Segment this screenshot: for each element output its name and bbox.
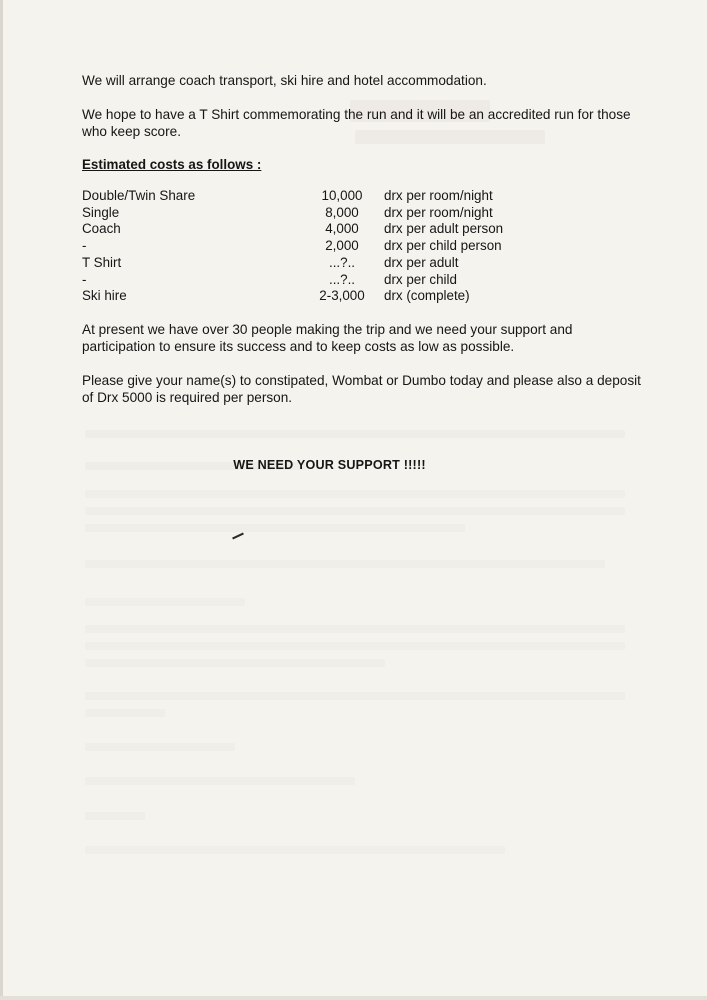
bleed-through-band bbox=[85, 642, 625, 650]
bleed-through-band bbox=[85, 743, 235, 751]
cost-row bbox=[82, 255, 503, 272]
bleed-through-band bbox=[85, 659, 385, 667]
support-call: WE NEED YOUR SUPPORT !!!!! bbox=[233, 458, 426, 472]
cost-item: Coach bbox=[82, 221, 121, 237]
bleed-through-band bbox=[85, 507, 625, 515]
cost-unit: drx (complete) bbox=[384, 288, 470, 304]
bleed-through-band bbox=[85, 490, 625, 498]
bleed-through-band bbox=[85, 560, 605, 568]
cost-amount: 4,000 bbox=[325, 221, 359, 237]
cost-row bbox=[82, 221, 503, 238]
cost-item: T Shirt bbox=[82, 254, 122, 270]
costs-table bbox=[82, 188, 503, 305]
participation-paragraph: At present we have over 30 people making the trip and we need your support and participation to ensure its success and to keep costs as low as possible. bbox=[82, 322, 573, 354]
cost-unit: drx per adult person bbox=[384, 221, 504, 237]
deposit-paragraph: Please give your name(s) to constipated, Wombat or Dumbo today and please also a deposit of Drx 5000 is required per person. bbox=[82, 373, 641, 405]
cost-amount: ...?.. bbox=[328, 271, 356, 287]
bleed-through-band bbox=[85, 812, 145, 820]
cost-amount: ...?.. bbox=[328, 254, 356, 270]
bleed-through-band bbox=[85, 524, 465, 532]
bleed-through-band bbox=[85, 777, 355, 785]
bleed-through-band bbox=[85, 846, 505, 854]
bleed-through-band bbox=[85, 430, 625, 438]
intro-paragraph: We will arrange coach transport, ski hire and hotel accommodation. bbox=[82, 73, 487, 88]
cost-amount: 10,000 bbox=[321, 188, 363, 203]
tshirt-paragraph: We hope to have a T Shirt commemorating the run and it will be an accredited run for those who keep score. bbox=[82, 107, 631, 139]
cost-row bbox=[82, 288, 503, 305]
cost-row bbox=[82, 188, 503, 205]
bleed-through-band bbox=[85, 692, 625, 700]
stray-pen-mark bbox=[232, 533, 244, 540]
page-edge-bottom bbox=[0, 996, 707, 1000]
cost-amount: 8,000 bbox=[325, 204, 359, 220]
cost-row bbox=[82, 272, 503, 289]
costs-heading: Estimated costs as follows : bbox=[82, 157, 262, 172]
cost-row bbox=[82, 238, 503, 255]
bleed-through-band bbox=[85, 625, 625, 633]
cost-unit: drx per child bbox=[384, 271, 457, 287]
cost-unit: drx per child person bbox=[384, 238, 502, 254]
cost-unit: drx per adult bbox=[384, 254, 459, 270]
cost-item: Ski hire bbox=[82, 288, 127, 304]
cost-amount: 2,000 bbox=[325, 238, 359, 254]
cost-item: Single bbox=[82, 204, 120, 220]
cost-row bbox=[82, 205, 503, 222]
cost-unit: drx per room/night bbox=[384, 188, 493, 203]
bleed-through-band bbox=[85, 598, 245, 606]
page-edge-left bbox=[0, 0, 3, 1000]
cost-item: - bbox=[82, 238, 87, 254]
cost-unit: drx per room/night bbox=[384, 204, 493, 220]
cost-amount: 2-3,000 bbox=[319, 288, 365, 304]
cost-item: Double/Twin Share bbox=[82, 188, 196, 203]
bleed-through-band bbox=[85, 709, 165, 717]
cost-item: - bbox=[82, 271, 87, 287]
